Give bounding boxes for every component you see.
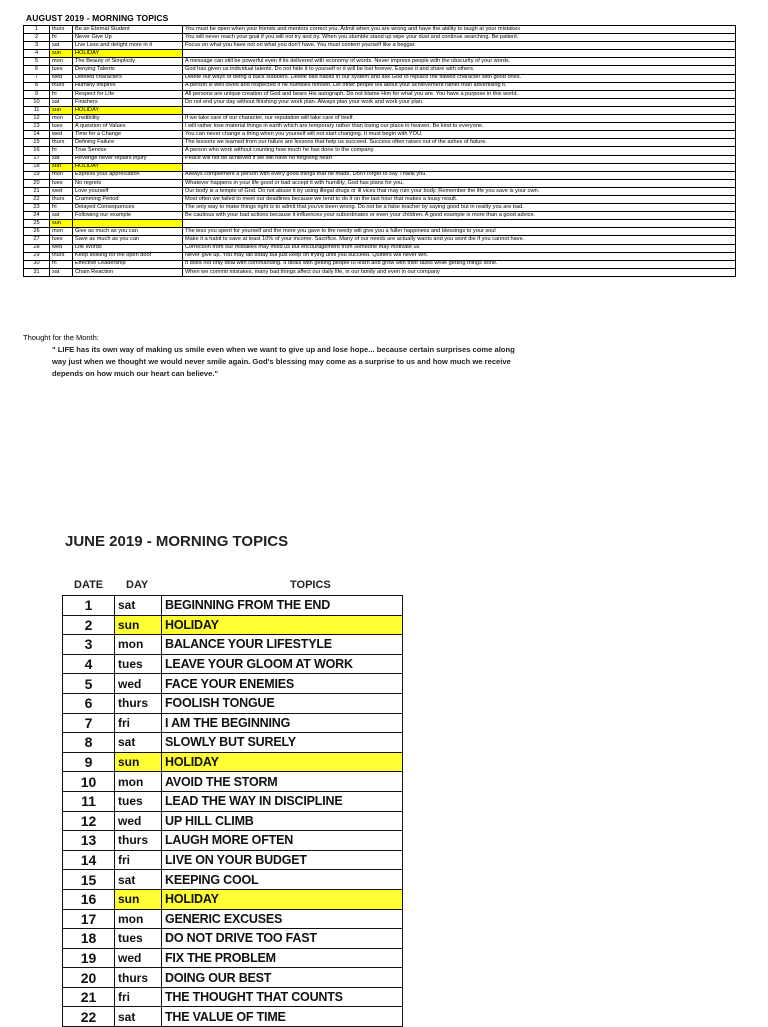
topic-cell: HOLIDAY (162, 889, 403, 909)
day-cell: sat (50, 155, 73, 163)
august-topics-table (23, 25, 736, 277)
date-cell: 19 (63, 948, 115, 968)
thought-quote (52, 344, 633, 381)
table-row (24, 268, 736, 276)
table-row (63, 811, 403, 831)
table-row (63, 831, 403, 851)
table-row (24, 58, 736, 66)
table-row (63, 870, 403, 890)
table-row (24, 212, 736, 220)
table-row (24, 260, 736, 268)
day-cell: sat (50, 98, 73, 106)
day-cell: sun (50, 50, 73, 58)
day-cell: tues (115, 654, 162, 674)
thought-label: Thought for the Month: (23, 333, 99, 342)
date-cell: 31 (24, 268, 50, 276)
table-row (63, 674, 403, 694)
day-cell: sat (50, 268, 73, 276)
topic-title-cell: Love yourself (73, 187, 183, 195)
topic-title-cell: Effective Leadership (73, 260, 183, 268)
thought-line: way just when we thought we would never smile again. God's blessing may come as a surprise to us and how much we receive (52, 357, 511, 367)
table-row (24, 34, 736, 42)
table-row (24, 90, 736, 98)
date-cell: 8 (63, 733, 115, 753)
topic-cell: HOLIDAY (162, 615, 403, 635)
day-cell: fri (50, 90, 73, 98)
topic-message-cell: You can never change a thing when you yourself will not start changing. It must begin with YOU. (183, 131, 736, 139)
topic-title-cell: Following our example (73, 212, 183, 220)
date-cell: 1 (63, 596, 115, 616)
table-row (63, 635, 403, 655)
topic-cell: GENERIC EXCUSES (162, 909, 403, 929)
day-cell: thurs (50, 252, 73, 260)
topic-message-cell (183, 220, 736, 228)
topic-cell: HOLIDAY (162, 752, 403, 772)
topic-title-cell: Credibility (73, 115, 183, 123)
table-row (24, 115, 736, 123)
day-cell: fri (50, 147, 73, 155)
table-row (24, 42, 736, 50)
topic-cell: THE VALUE OF TIME (162, 1007, 403, 1027)
topic-title-cell: HOLIDAY (73, 50, 183, 58)
date-cell: 19 (24, 171, 50, 179)
date-cell: 7 (63, 713, 115, 733)
date-cell: 12 (63, 811, 115, 831)
day-cell: sun (50, 106, 73, 114)
date-cell: 10 (63, 772, 115, 792)
topic-title-cell: Delayed Consequences (73, 204, 183, 212)
topic-title-cell: Respect for Life (73, 90, 183, 98)
date-cell: 22 (63, 1007, 115, 1027)
day-cell: wed (50, 244, 73, 252)
topic-title-cell: No regrets (73, 179, 183, 187)
table-row (24, 244, 736, 252)
day-cell: thurs (50, 139, 73, 147)
date-cell: 17 (24, 155, 50, 163)
table-row (24, 82, 736, 90)
date-cell: 17 (63, 909, 115, 929)
june-header-date: DATE (74, 579, 104, 591)
table-row (63, 596, 403, 616)
topic-message-cell: The lessons we learned from our failure are lessons that help us succeed. Success often raises out of the ashes of failure. (183, 139, 736, 147)
june-title: JUNE 2019 - MORNING TOPICS (65, 533, 289, 550)
date-cell: 24 (24, 212, 50, 220)
day-cell: sun (50, 220, 73, 228)
table-row (24, 66, 736, 74)
topic-message-cell: The less you spent for yourself and the more you gave to the needy will give you a fuller happiness and blessings to your soul (183, 228, 736, 236)
day-cell: fri (50, 204, 73, 212)
topic-title-cell (73, 220, 183, 228)
day-cell: thurs (50, 195, 73, 203)
topic-cell: KEEPING COOL (162, 870, 403, 890)
thought-line: depends on how much our heart can believe." (52, 369, 219, 379)
day-cell: thurs (115, 693, 162, 713)
topic-message-cell (183, 106, 736, 114)
day-cell: wed (50, 74, 73, 82)
day-cell: wed (115, 674, 162, 694)
day-cell: thurs (115, 968, 162, 988)
date-cell: 2 (63, 615, 115, 635)
table-row (24, 236, 736, 244)
topic-title-cell: True Service (73, 147, 183, 155)
date-cell: 30 (24, 260, 50, 268)
day-cell: mon (115, 772, 162, 792)
topic-message-cell: Delete our ways of being a back stabbers. Delete bad habits in our system and ask God to replace the flawed character with good ones. (183, 74, 736, 82)
topic-cell: SLOWLY BUT SURELY (162, 733, 403, 753)
day-cell: mon (115, 635, 162, 655)
day-cell: tues (50, 236, 73, 244)
table-row (63, 909, 403, 929)
topic-message-cell: A message can still be powerful even if its delivered with economy of words. Never impress people with the obscurity of your words. (183, 58, 736, 66)
day-cell: fri (50, 260, 73, 268)
august-title: AUGUST 2019 - MORNING TOPICS (26, 13, 169, 23)
table-row (24, 187, 736, 195)
topic-title-cell: Keep looking for the open door (73, 252, 183, 260)
date-cell: 16 (63, 889, 115, 909)
date-cell: 12 (24, 115, 50, 123)
topic-title-cell: Express your appreciation (73, 171, 183, 179)
day-cell: sat (115, 870, 162, 890)
table-row (63, 968, 403, 988)
topic-message-cell: Do not end your day without finishing your work plan. Always plan your work and work your plan. (183, 98, 736, 106)
topic-message-cell: It does not only deal with commanding. It deals with getting people to learn and grow with their tasks while getting things done. (183, 260, 736, 268)
topic-message-cell: All persons are unique creation of God and bears His autograph. Do not blame Him for what you are. You have a purpose in this world. (183, 90, 736, 98)
date-cell: 8 (24, 82, 50, 90)
table-row (24, 98, 736, 106)
day-cell: tues (50, 66, 73, 74)
table-row (24, 220, 736, 228)
topic-title-cell: Life Words (73, 244, 183, 252)
topic-title-cell: Defining Failure (73, 139, 183, 147)
date-cell: 16 (24, 147, 50, 155)
thought-for-the-month (23, 333, 633, 381)
topic-message-cell: God has given us individual talents. Do not hide it to yourself or it will be lost forever. Expose it and share with others. (183, 66, 736, 74)
table-row (24, 74, 736, 82)
topic-title-cell: HOLIDAY (73, 163, 183, 171)
topic-message-cell: You will never reach your goal if you will not try and try. When you stumble stand up wipe your dust and continue searching. Be patient. (183, 34, 736, 42)
day-cell: sat (115, 733, 162, 753)
topic-message-cell: Make it a habit to save at least 10% of your income. Sacrifice. Many of our needs are actually wants and you wont die if you cannot have. (183, 236, 736, 244)
table-row (63, 791, 403, 811)
topic-title-cell: HOLIDAY (73, 106, 183, 114)
date-cell: 10 (24, 98, 50, 106)
date-cell: 27 (24, 236, 50, 244)
topic-cell: UP HILL CLIMB (162, 811, 403, 831)
table-row (24, 252, 736, 260)
day-cell: tues (115, 791, 162, 811)
topic-title-cell: Never Give Up (73, 34, 183, 42)
date-cell: 2 (24, 34, 50, 42)
topic-cell: LEAVE YOUR GLOOM AT WORK (162, 654, 403, 674)
day-cell: wed (115, 948, 162, 968)
date-cell: 29 (24, 252, 50, 260)
date-cell: 9 (63, 752, 115, 772)
topic-cell: DO NOT DRIVE TOO FAST (162, 929, 403, 949)
topic-message-cell: Be cautious with your bad actions because it influences your subordinates or even your children. A good example is more than a good advice. (183, 212, 736, 220)
thought-line: " LIFE has its own way of making us smile even when we want to give up and lose hope... because certain surprises come along (52, 345, 515, 354)
date-cell: 25 (24, 220, 50, 228)
topic-message-cell: Most often we failed to meet our deadlines because we tend to do it on the last hour that makes a lousy result. (183, 195, 736, 203)
topic-title-cell: Cramming Period (73, 195, 183, 203)
date-cell: 14 (24, 131, 50, 139)
topic-title-cell: Denying Talents (73, 66, 183, 74)
topic-title-cell: Give as much as you can (73, 228, 183, 236)
date-cell: 15 (24, 139, 50, 147)
topic-cell: FIX THE PROBLEM (162, 948, 403, 968)
topic-message-cell: Peace will not be achieved if we will have no forgiving heart (183, 155, 736, 163)
table-row (24, 147, 736, 155)
june-header-day: DAY (126, 579, 149, 591)
topic-cell: LEAD THE WAY IN DISCIPLINE (162, 791, 403, 811)
topic-cell: BEGINNING FROM THE END (162, 596, 403, 616)
topic-message-cell (183, 50, 736, 58)
day-cell: fri (115, 713, 162, 733)
topic-message-cell: I will rather lose material things in earth which are temporary rather than losing our place in heaven. Be kind to everyone. (183, 123, 736, 131)
topic-message-cell: If we take care of our character, our reputation will take care of itself. (183, 115, 736, 123)
date-cell: 9 (24, 90, 50, 98)
date-cell: 4 (63, 654, 115, 674)
table-row (24, 228, 736, 236)
topic-message-cell (183, 163, 736, 171)
table-row (24, 171, 736, 179)
day-cell: thurs (50, 82, 73, 90)
date-cell: 20 (63, 968, 115, 988)
topic-cell: BALANCE YOUR LIFESTYLE (162, 635, 403, 655)
topic-title-cell: Time for a Change (73, 131, 183, 139)
topic-message-cell: Our body is a temple of God. Do not abuse it by using illegal drugs or ill vices that may ruin your body. Remember the life you save is your own. (183, 187, 736, 195)
day-cell: mon (50, 171, 73, 179)
topic-message-cell: Correction from our mistakes may mold us but encouragement from someone may motivate us (183, 244, 736, 252)
topic-cell: AVOID THE STORM (162, 772, 403, 792)
day-cell: wed (50, 131, 73, 139)
table-row (24, 139, 736, 147)
june-topics-table (62, 595, 403, 1027)
date-cell: 3 (24, 42, 50, 50)
topic-message-cell: A person who work without counting how much he has done to the company. (183, 147, 736, 155)
topic-message-cell: When we commit mistakes, many bad things affect our daily life, in our family and even in our company (183, 268, 736, 276)
table-row (24, 155, 736, 163)
date-cell: 6 (24, 66, 50, 74)
topic-message-cell: You must be open when your friends and mentors correct you. Admit when you are wrong and have the ability to laugh at your mistakes (183, 26, 736, 34)
topic-cell: LIVE ON YOUR BUDGET (162, 850, 403, 870)
date-cell: 22 (24, 195, 50, 203)
topic-message-cell: Focus on what you have not on what you don't have. You must content yourself like a beggar. (183, 42, 736, 50)
table-row (63, 693, 403, 713)
topic-cell: THE THOUGHT THAT COUNTS (162, 987, 403, 1007)
date-cell: 11 (24, 106, 50, 114)
topic-cell: LAUGH MORE OFTEN (162, 831, 403, 851)
table-row (63, 889, 403, 909)
topic-title-cell: Be an Eternal Student (73, 26, 183, 34)
date-cell: 7 (24, 74, 50, 82)
table-row (24, 123, 736, 131)
date-cell: 20 (24, 179, 50, 187)
date-cell: 3 (63, 635, 115, 655)
day-cell: mon (50, 58, 73, 66)
day-cell: fri (115, 850, 162, 870)
table-row (63, 713, 403, 733)
date-cell: 1 (24, 26, 50, 34)
topic-title-cell: A question of Values (73, 123, 183, 131)
table-row (24, 26, 736, 34)
topic-message-cell: A person is well loved and respected if he humbles himself. Let other people tell about your achievement rather than advertising it. (183, 82, 736, 90)
table-row (63, 733, 403, 753)
table-row (24, 163, 736, 171)
day-cell: tues (50, 179, 73, 187)
topic-title-cell: The Beauty of Simplicity (73, 58, 183, 66)
table-row (24, 179, 736, 187)
table-row (24, 195, 736, 203)
day-cell: wed (115, 811, 162, 831)
table-row (63, 948, 403, 968)
june-header-topics: TOPICS (290, 579, 331, 591)
date-cell: 28 (24, 244, 50, 252)
topic-title-cell: Chain Reaction (73, 268, 183, 276)
table-row (63, 615, 403, 635)
day-cell: thurs (50, 26, 73, 34)
table-row (63, 752, 403, 772)
topic-title-cell: Save as much as you can (73, 236, 183, 244)
date-cell: 6 (63, 693, 115, 713)
topic-cell: I AM THE BEGINNING (162, 713, 403, 733)
topic-message-cell: The only way to make things right is to admit that you've been wrong. Do not be a false teacher by saying good but in reality you are bad. (183, 204, 736, 212)
day-cell: mon (50, 115, 73, 123)
table-row (24, 106, 736, 114)
table-row (63, 850, 403, 870)
topic-message-cell: Never give up. You may fail today but just keep on trying until you succeed. Quitters will never win. (183, 252, 736, 260)
date-cell: 13 (63, 831, 115, 851)
table-row (24, 131, 736, 139)
date-cell: 15 (63, 870, 115, 890)
topic-title-cell: Deleted characters (73, 74, 183, 82)
table-row (63, 929, 403, 949)
day-cell: fri (115, 987, 162, 1007)
date-cell: 5 (24, 58, 50, 66)
date-cell: 21 (63, 987, 115, 1007)
table-row (24, 204, 736, 212)
topic-message-cell: Whatever happens in your life good or bad accept it with humility, God has plans for you. (183, 179, 736, 187)
day-cell: mon (115, 909, 162, 929)
day-cell: thurs (115, 831, 162, 851)
day-cell: fri (50, 34, 73, 42)
table-row (63, 772, 403, 792)
day-cell: mon (50, 228, 73, 236)
date-cell: 23 (24, 204, 50, 212)
topic-cell: DOING OUR BEST (162, 968, 403, 988)
table-row (24, 50, 736, 58)
topic-message-cell: Always complement a person with every good things that he made. Don't forget to say Thank you. (183, 171, 736, 179)
date-cell: 13 (24, 123, 50, 131)
day-cell: sat (50, 212, 73, 220)
day-cell: sat (115, 596, 162, 616)
day-cell: sat (115, 1007, 162, 1027)
topic-title-cell: Humility inspires (73, 82, 183, 90)
day-cell: tues (115, 929, 162, 949)
topic-cell: FOOLISH TONGUE (162, 693, 403, 713)
date-cell: 5 (63, 674, 115, 694)
date-cell: 14 (63, 850, 115, 870)
day-cell: sun (115, 889, 162, 909)
table-row (63, 654, 403, 674)
topic-title-cell: Live Less and delight more in it (73, 42, 183, 50)
date-cell: 18 (63, 929, 115, 949)
topic-title-cell: Finishers (73, 98, 183, 106)
date-cell: 21 (24, 187, 50, 195)
day-cell: sun (115, 615, 162, 635)
date-cell: 26 (24, 228, 50, 236)
day-cell: sun (50, 163, 73, 171)
table-row (63, 987, 403, 1007)
day-cell: tues (50, 123, 73, 131)
date-cell: 4 (24, 50, 50, 58)
day-cell: sat (50, 42, 73, 50)
day-cell: wed (50, 187, 73, 195)
date-cell: 11 (63, 791, 115, 811)
day-cell: sun (115, 752, 162, 772)
date-cell: 18 (24, 163, 50, 171)
topic-title-cell: Revenge never repairs injury (73, 155, 183, 163)
topic-cell: FACE YOUR ENEMIES (162, 674, 403, 694)
